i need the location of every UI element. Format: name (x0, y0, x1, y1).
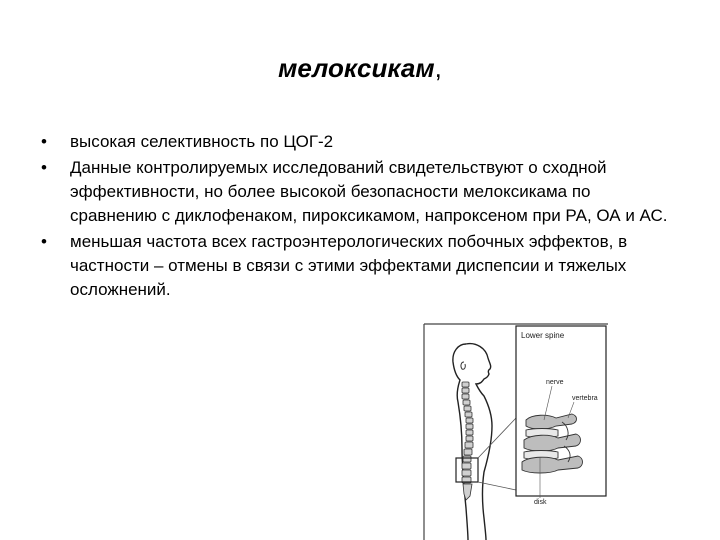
bullet-marker: • (41, 132, 47, 151)
title-text: мелоксикам (278, 53, 435, 83)
bullet-list (36, 130, 676, 304)
spine-illustration (422, 322, 610, 540)
title-comma: , (434, 53, 442, 83)
bullet-marker: • (41, 232, 47, 251)
bullet-marker: • (41, 158, 47, 177)
bullet-text-1: высокая селективность по ЦОГ-2 (70, 132, 334, 151)
bullet-item-2 (36, 156, 676, 228)
label-nerve: nerve (546, 379, 564, 386)
label-disk: disk (534, 499, 547, 506)
ear (461, 362, 465, 369)
bullet-item-3 (36, 230, 676, 302)
zoom-line-top (478, 418, 516, 458)
inset-vertebrae (522, 414, 583, 473)
label-vertebra: vertebra (572, 395, 598, 402)
inset-heading: Lower spine (521, 331, 565, 340)
spine-drawing (422, 322, 610, 540)
slide-title (0, 50, 720, 86)
bullet-text-2: Данные контролируемых исследований свидетельствуют о сходной эффективности, но более высокой безопасности мелоксикама по сравнению с диклофенаком, пироксикамом, напроксеном при РА, ОА и АС. (70, 158, 668, 225)
bullet-text-3: меньшая частота всех гастроэнтерологических побочных эффектов, в частности – отмены в связи с этими эффектами диспепсии и тяжелых осложнений. (70, 232, 628, 299)
zoom-line-bottom (478, 482, 516, 490)
bullet-item-1 (36, 130, 676, 154)
